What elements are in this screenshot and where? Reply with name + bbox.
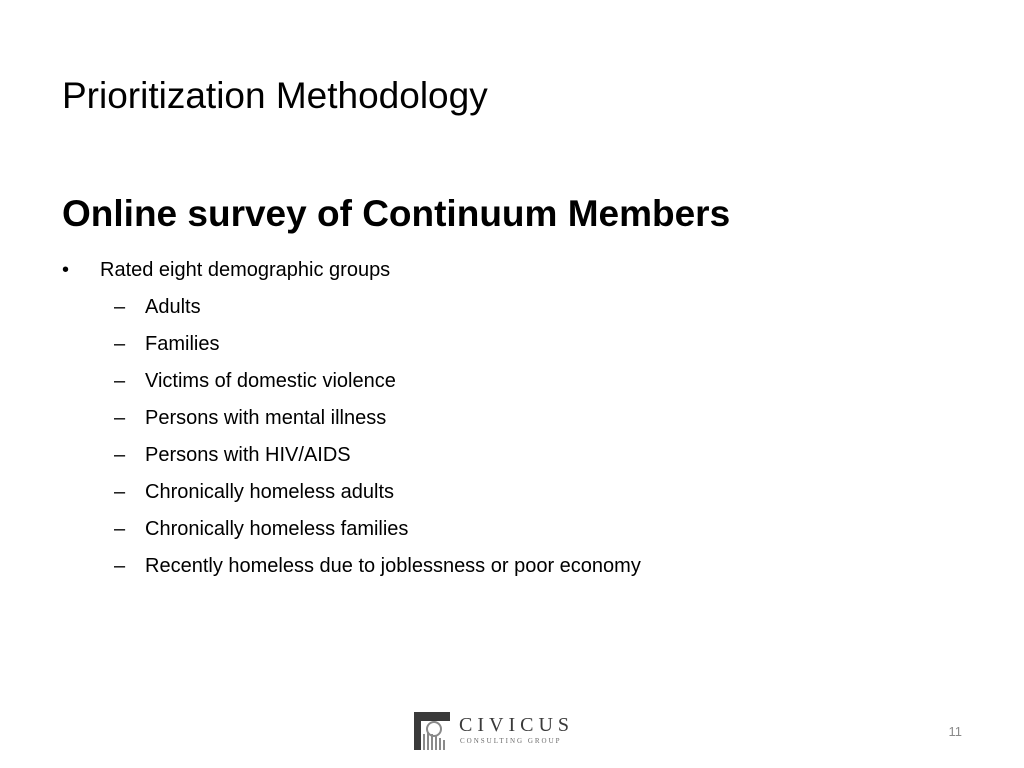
sub-bullet-marker: – [114,296,126,318]
sub-bullet-text: Adults [145,296,201,318]
sub-bullet-text: Victims of domestic violence [145,370,396,392]
logo-name: CIVICUS [459,714,575,736]
civicus-logo [414,712,574,752]
sub-bullet-marker: – [114,555,126,577]
sub-bullet-text: Persons with mental illness [145,407,387,429]
sub-bullet-text: Chronically homeless families [145,518,409,540]
sub-bullet-marker: – [114,518,126,540]
sub-bullet-text: Families [145,333,220,355]
sub-bullet-marker: – [114,333,126,355]
sub-bullet-marker: – [114,481,126,503]
sub-bullet-marker: – [114,444,126,466]
sub-bullet-text: Persons with HIV/AIDS [145,444,351,466]
sub-bullet-text: Recently homeless due to joblessness or poor economy [145,555,641,577]
bullet-marker: • [62,259,70,281]
civicus-logo-icon [414,712,450,750]
sub-bullet-marker: – [114,370,126,392]
logo-tagline: CONSULTING GROUP [460,737,562,745]
slide-title: Prioritization Methodology [62,75,488,116]
sub-bullet-marker: – [114,407,126,429]
slide-subtitle: Online survey of Continuum Members [62,193,731,234]
sub-bullet-text: Chronically homeless adults [145,481,395,503]
page-number: 11 [948,724,962,739]
bullet-text: Rated eight demographic groups [100,259,391,281]
